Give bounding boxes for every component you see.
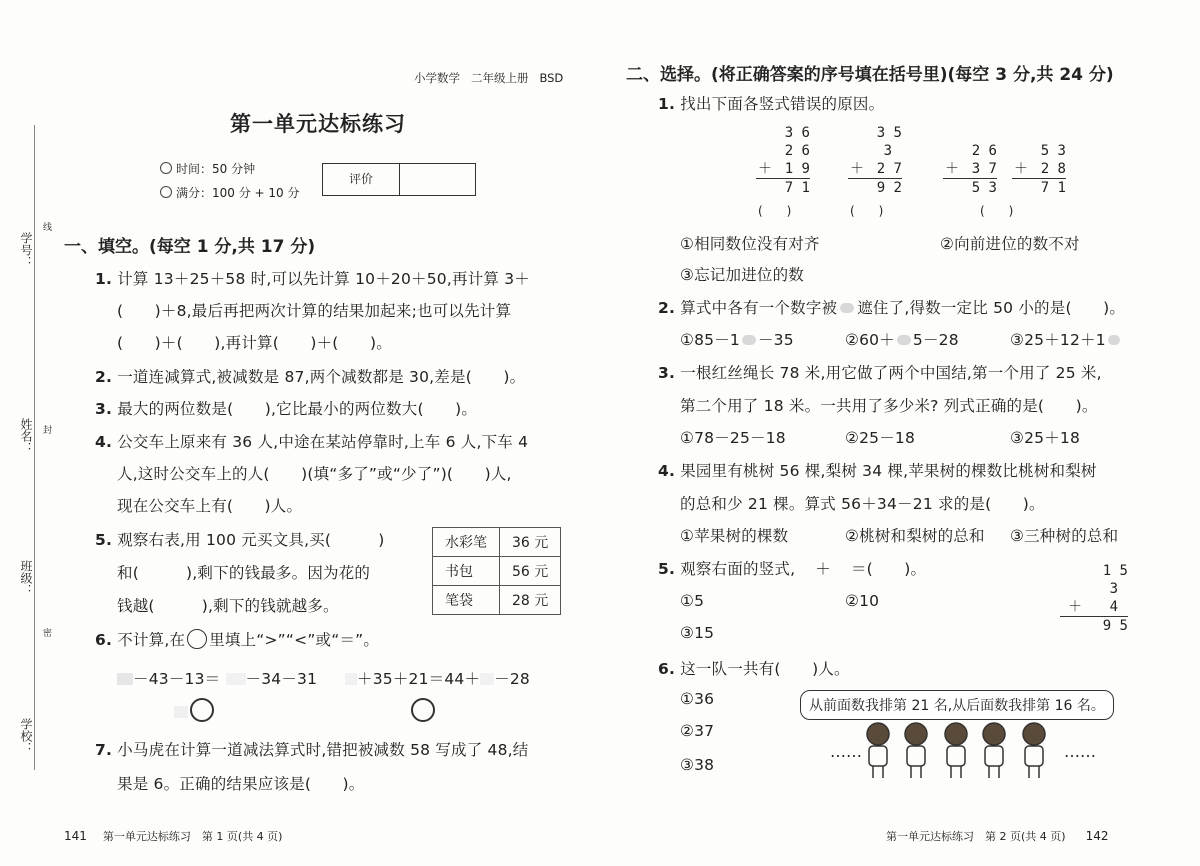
q5-line2: 和( ),剩下的钱最多。因为花的 (117, 564, 371, 582)
s2-q4-opt3: ③三种树的总和 (1010, 527, 1119, 545)
s2-q1-opt3: ③忘记加进位的数 (680, 266, 804, 284)
q7-line1 (95, 738, 529, 760)
q7-text1: 小马虎在计算一道减法算式时,错把被减数 58 写成了 48,结 (117, 741, 529, 759)
q4-text1: 公交车上原来有 36 人,中途在某站停靠时,上车 6 人,下车 4 (117, 433, 529, 451)
price-table (432, 527, 561, 615)
header-publisher: BSD (539, 71, 564, 85)
s2-q4-opt2: ②桃树和梨树的总和 (845, 527, 985, 545)
s2-q3-line2: 第二个用了 18 米。一共用了多少米? 列式正确的是( )。 (680, 397, 1098, 415)
digit-row: 1 9 (784, 161, 810, 177)
compare-circle-icon (187, 629, 207, 649)
child-figure (905, 723, 927, 778)
plus-sign: ＋ (850, 161, 864, 177)
q6-expr2: －34－31 (245, 670, 318, 688)
footer-left-text: 第一单元达标练习 第 1 页(共 4 页) (102, 830, 283, 843)
digit-row: 2 6 (971, 143, 997, 159)
opt-part: ②60＋ (845, 331, 895, 349)
digit-row: 3 6 (784, 125, 810, 141)
s2-q5-opt1: ①5 (680, 592, 705, 610)
answer-paren-3[interactable]: ( ) (980, 204, 1014, 218)
digit-row: 7 1 (756, 178, 810, 197)
s2-q1-line (658, 92, 884, 114)
footer-left (64, 828, 282, 844)
child-figure (867, 723, 889, 778)
q5-vertical-sum (1068, 562, 1128, 635)
digit-row-op (945, 160, 997, 178)
evaluation-label: 评价 (323, 164, 400, 195)
s2-q4-line2: 的总和少 21 棵。算式 56＋34－21 求的是( )。 (680, 495, 1045, 513)
evaluation-box[interactable] (322, 163, 476, 196)
s2-q2-line (658, 296, 1125, 318)
s2-q4-opt1: ①苹果树的棵数 (680, 527, 789, 545)
table-cell: 28 元 (500, 586, 561, 615)
speech-bubble: 从前面数我排第 21 名,从后面数我排第 16 名。 (800, 690, 1114, 720)
s2-q6-line (658, 657, 850, 679)
q6-expr4: －28 (494, 670, 530, 688)
page-header (414, 70, 563, 86)
footer-right-text: 第一单元达标练习 第 2 页(共 4 页) (886, 830, 1066, 843)
xian-mark: 线 (41, 222, 51, 231)
q1-line3: ( )＋( ),再计算( )＋( )。 (117, 334, 392, 352)
score-info (160, 184, 300, 201)
s2-q2-text2: 遮住了,得数一定比 50 小的是( )。 (857, 299, 1126, 317)
digit-row: 2 8 (1040, 161, 1066, 177)
table-cell: 笔袋 (433, 586, 500, 615)
s2-q4-text1: 果园里有桃树 56 棵,梨树 34 棵,苹果树的棵数比桃树和梨树 (680, 462, 1097, 480)
hidden-box (174, 706, 188, 718)
q4-line3: 现在公交车上有( )人。 (117, 497, 303, 515)
digit-row: 2 7 (876, 161, 902, 177)
table-cell: 水彩笔 (433, 528, 500, 557)
dots-left: …… (830, 742, 862, 761)
dots-right: …… (1064, 742, 1096, 761)
s2-q5-text1: 观察右面的竖式, (680, 560, 796, 578)
table-row (433, 528, 561, 557)
cover-blot-icon (840, 303, 854, 313)
answer-circle[interactable] (190, 698, 214, 722)
q6-expr3: ＋35＋21＝44＋ (357, 670, 481, 688)
table-cell: 书包 (433, 557, 500, 586)
digit-row: 3 (1109, 581, 1118, 597)
s2-q2-number: 2. (658, 299, 676, 317)
q6-expr1: －43－13＝ (133, 670, 221, 688)
q2-text: 一道连减算式,被减数是 87,两个减数都是 30,差是( )。 (117, 368, 526, 386)
s2-q5-opt3: ③15 (680, 624, 715, 642)
q3-line (95, 397, 477, 419)
table-row (433, 557, 561, 586)
table-row (433, 586, 561, 615)
q4-line2: 人,这时公交车上的人( )(填“多了”或“少了”)( )人, (117, 465, 512, 483)
s2-q6-opt3: ③38 (680, 756, 715, 774)
q1-line1 (95, 267, 530, 289)
xuehao-label: 学号： (19, 232, 33, 268)
footer-right (886, 828, 1108, 844)
q2-number: 2. (95, 368, 113, 386)
answer-paren-1[interactable]: ( ) (758, 204, 792, 218)
digit-row: 9 5 (1060, 616, 1128, 635)
digit-row: 3 7 (971, 161, 997, 177)
page-number-left: 141 (64, 829, 87, 843)
q6-line (95, 628, 379, 650)
s2-q3-opt3: ③25＋18 (1010, 429, 1081, 447)
digit-row-op (1068, 598, 1128, 616)
score-text: 满分：100 分 + 10 分 (176, 186, 300, 200)
s2-q5-line (658, 557, 926, 579)
cover-blot-icon (742, 335, 756, 345)
hidden-box (117, 673, 133, 685)
s2-q2-opt3 (1010, 328, 1120, 350)
digit-row-op (1014, 160, 1066, 178)
s2-q5-number: 5. (658, 560, 676, 578)
table-cell: 36 元 (500, 528, 561, 557)
hidden-box (480, 673, 494, 685)
page-number-right: 142 (1085, 829, 1109, 843)
opt-part: 5－28 (912, 331, 959, 349)
child-figure (983, 723, 1005, 778)
s2-q1-opt2: ②向前进位的数不对 (940, 235, 1080, 253)
q5-number: 5. (95, 531, 113, 549)
s2-q4-number: 4. (658, 462, 676, 480)
answer-circle[interactable] (411, 698, 435, 722)
cover-blot-icon (897, 335, 911, 345)
xuexiao-label: 学校： (19, 718, 33, 754)
plus-sign: ＋ (758, 161, 772, 177)
opt-part: －35 (757, 331, 794, 349)
q5-text1: 观察右表,用 100 元买文具,买( ) (117, 531, 385, 549)
s2-q1-text: 找出下面各竖式错误的原因。 (680, 95, 885, 113)
s2-q5-opt2: ②10 (845, 592, 880, 610)
answer-paren-2[interactable]: ( ) (850, 204, 884, 218)
header-grade: 二年级上册 (470, 71, 529, 85)
s2-q6-text: 这一队一共有( )人。 (680, 660, 850, 678)
digit-row: 7 1 (1012, 178, 1066, 197)
hidden-box (226, 673, 246, 685)
q1-number: 1. (95, 270, 113, 288)
time-info (160, 160, 255, 177)
s2-q3-line1 (658, 361, 1102, 383)
s2-q3-opt2: ②25－18 (845, 429, 916, 447)
check-icon (160, 186, 172, 198)
q4-line1 (95, 430, 528, 452)
child-figure (945, 723, 967, 778)
s2-q2-opt2 (845, 328, 959, 350)
plus-sign: ＋ (1068, 599, 1082, 615)
s2-q6-opt2: ②37 (680, 722, 715, 740)
q3-text: 最大的两位数是( ),它比最小的两位数大( )。 (117, 400, 478, 418)
q1-line2: ( )＋8,最后再把两次计算的结果加起来;也可以先计算 (117, 302, 512, 320)
child-figure (1023, 723, 1045, 778)
digit-row: 5 3 (943, 178, 997, 197)
digit-row: 9 2 (848, 178, 902, 197)
children-queue-illustration (860, 718, 1060, 780)
q6-number: 6. (95, 631, 113, 649)
vertical-sum-3 (945, 142, 997, 197)
digit-row: 5 3 (1040, 143, 1066, 159)
table-cell: 56 元 (500, 557, 561, 586)
digit-row: 1 5 (1102, 563, 1128, 579)
q6-expr-b (345, 667, 530, 689)
digit-row-op (850, 160, 902, 178)
s2-q3-number: 3. (658, 364, 676, 382)
q5-line3: 钱越( ),剩下的钱就越多。 (117, 597, 339, 615)
digit-row: 3 (883, 143, 892, 159)
q6-expr-a (117, 667, 317, 689)
cover-blot-icon (1108, 335, 1120, 345)
feng-mark: 封 (41, 425, 51, 434)
s2-q3-opt1: ①78－25－18 (680, 429, 786, 447)
digit-row: 2 6 (784, 143, 810, 159)
q7-line2: 果是 6。正确的结果应该是( )。 (117, 775, 365, 793)
header-subject: 小学数学 (414, 71, 460, 85)
q6-text1: 不计算,在 (117, 631, 186, 649)
opt-part: ③25＋12＋1 (1010, 331, 1106, 349)
banji-label: 班级： (19, 560, 33, 596)
vertical-sum-1 (758, 124, 810, 197)
q4-number: 4. (95, 433, 113, 451)
s2-q4-line1 (658, 459, 1097, 481)
mi-mark: 密 (41, 628, 51, 637)
plus-sign: ＋ (1014, 161, 1028, 177)
section2-heading: 二、选择。(将正确答案的序号填在括号里)(每空 3 分,共 24 分) (626, 65, 1114, 85)
q5-line1 (95, 528, 385, 550)
s2-q5-plus: ＋ (815, 560, 831, 578)
clock-icon (160, 162, 172, 174)
digit-row-op (758, 160, 810, 178)
section1-heading: 一、填空。(每空 1 分,共 17 分) (64, 237, 316, 257)
vertical-sum-2 (850, 124, 902, 197)
q1-text1: 计算 13＋25＋58 时,可以先计算 10＋20＋50,再计算 3＋ (117, 270, 530, 288)
s2-q5-text2: ＝( )。 (850, 560, 927, 578)
page-title: 第一单元达标练习 (230, 111, 406, 136)
q2-line (95, 365, 525, 387)
xingming-label: 姓名： (19, 418, 33, 454)
hidden-box (345, 673, 357, 685)
time-text: 时间：50 分钟 (176, 162, 256, 176)
digit-row: 4 (1109, 599, 1118, 615)
q6-text2: 里填上“>”“<”或“＝”。 (209, 631, 380, 649)
s2-q1-number: 1. (658, 95, 676, 113)
digit-row: 3 5 (876, 125, 902, 141)
s2-q6-opt1: ①36 (680, 690, 715, 708)
plus-sign: ＋ (945, 161, 959, 177)
opt-part: ①85－1 (680, 331, 740, 349)
s2-q2-opt1 (680, 328, 794, 350)
s2-q2-text1: 算式中各有一个数字被 (680, 299, 838, 317)
vertical-sum-4 (1014, 142, 1066, 197)
q7-number: 7. (95, 741, 113, 759)
s2-q1-opt1: ①相同数位没有对齐 (680, 235, 820, 253)
s2-q3-text1: 一根红丝绳长 78 米,用它做了两个中国结,第一个用了 25 米, (680, 364, 1102, 382)
q3-number: 3. (95, 400, 113, 418)
s2-q6-number: 6. (658, 660, 676, 678)
